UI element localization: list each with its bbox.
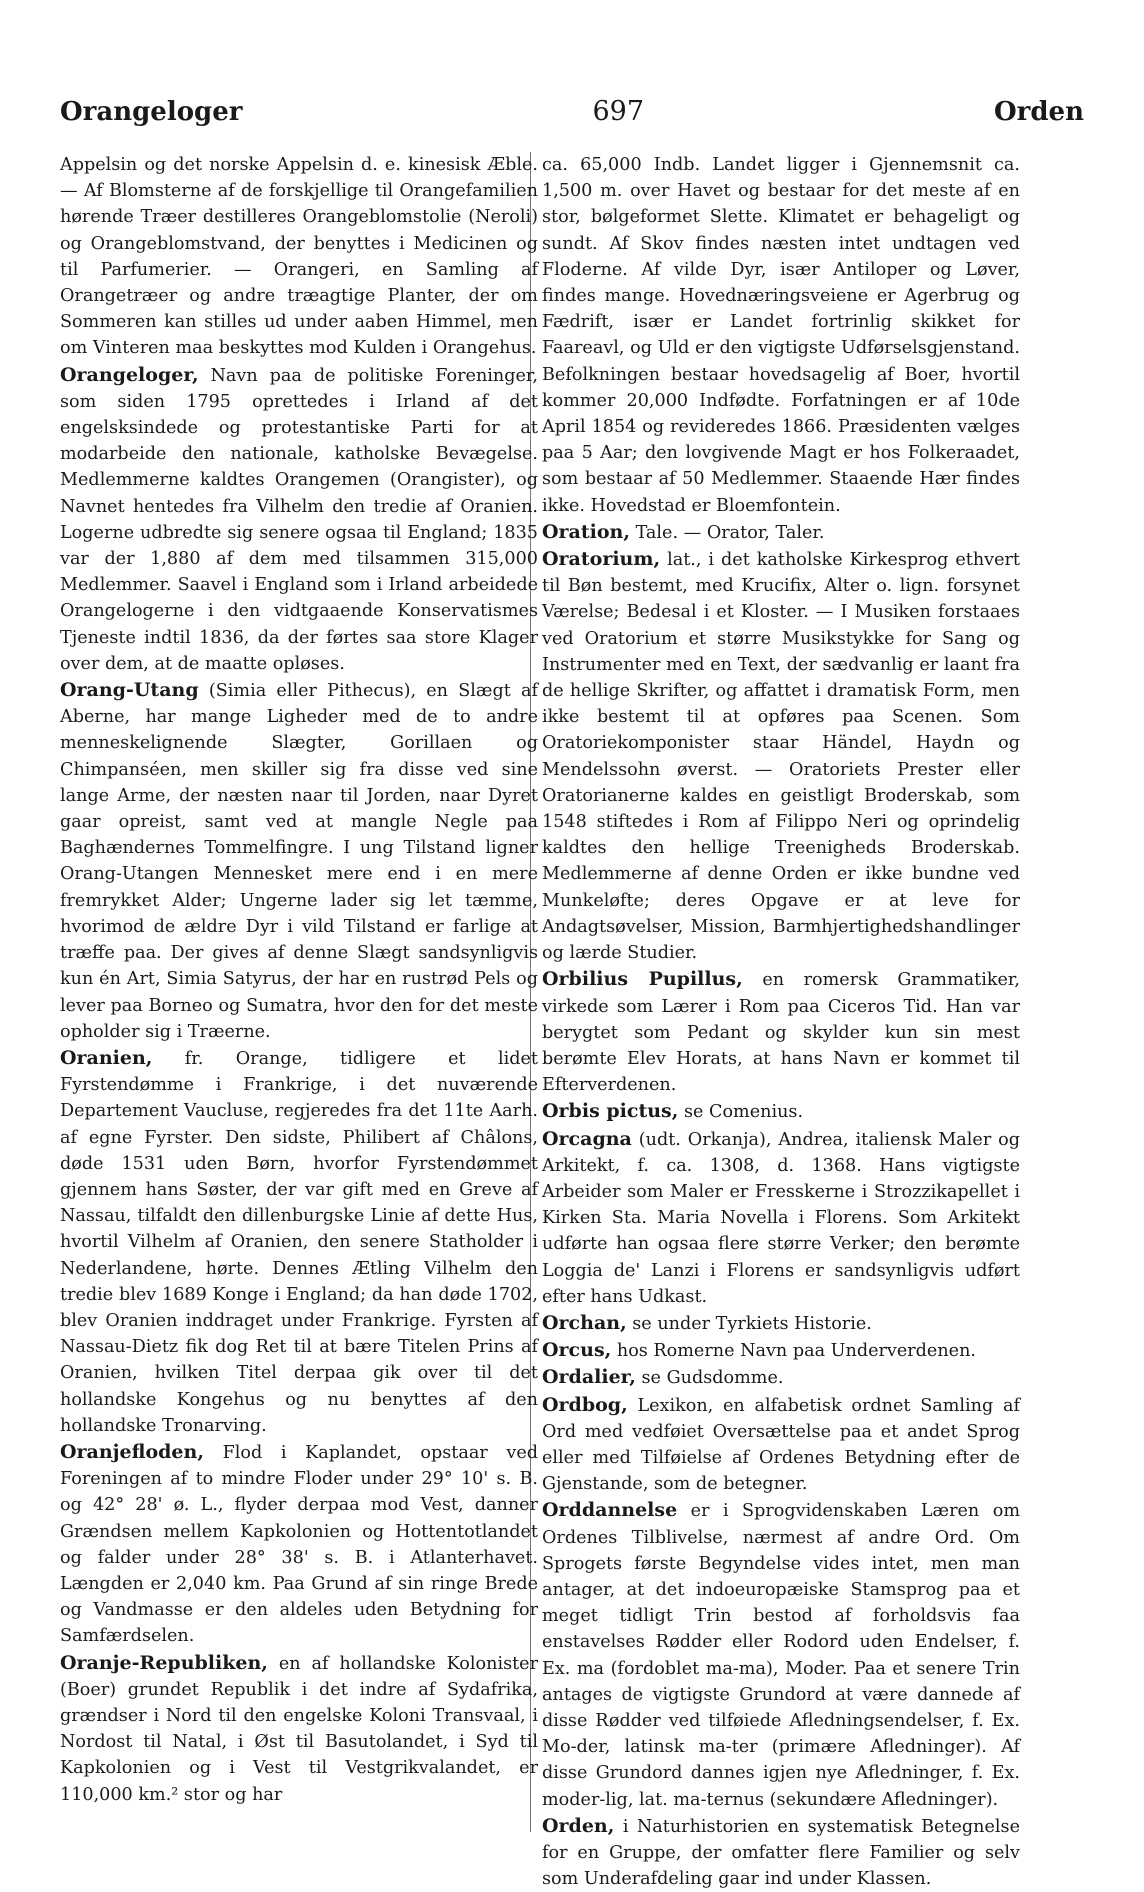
entry-text: lat., i det katholske Kirkesprog ethvert til Bøn bestemt, med Krucifix, Alter o. lign. forsynet Værelse; Bedesal i et Kloster. — I Musiken forstaaes ved Oratorium et større Musikstykke for Sang og Instrumenter med en Text, der sædvanlig er laant fra de hellige Skrifter, og affattet i dramatisk Form, men ikke bestemt til at opføres paa Scenen. Som Oratoriekomponister staar Händel, Haydn og Mendelssohn øverst. — Oratoriets Prester eller Oratorianerne kaldes en geistligt Broderskab, som 1548 stiftedes i Rom af Filippo Neri og oprindelig kaldtes den hellige Treenigheds Broderskab. Medlemmerne af denne Orden er ikke bundne ved Munkeløfte; deres Opgave er at leve for Andagtsøvelser, Mission, Barmhjertighedshandlinger og lærde Studier.	[542, 550, 1020, 964]
entry-headword: Orchan,	[542, 1311, 627, 1334]
dictionary-entry	[542, 1337, 1020, 1364]
entry-text: en romersk Grammatiker, virkede som Lærer i Rom paa Ciceros Tid. Han var berygtet som Pedant og skylder kun sin mest berømte Elev Horats, at hans Navn er kommet til Efterverdenen.	[542, 970, 1021, 1096]
dictionary-entry	[542, 1497, 1020, 1812]
entry-headword: Oratorium,	[542, 548, 661, 571]
entry-headword: Orddannelse	[542, 1499, 678, 1522]
entry-text: se Gudsdomme.	[641, 1368, 784, 1389]
entry-text: Flod i Kaplandet, opstaar ved Foreningen af to mindre Floder under 29° 10' s. B. og 42° 28' ø. L., flyder derpaa mod Vest, danner Grændsen mellem Kapkolonien og Hottentotlandet og falder under 28° 38' s. B. i Atlanterhavet. Længden er 2,040 km. Paa Grund af sin ringe Brede og Vandmasse er den aldeles uden Betydning for Samfærdselen.	[60, 1442, 539, 1647]
entry-text: i Naturhistorien en systematisk Betegnelse for en Gruppe, der omfatter flere Familier og selv som Underafdeling gaar ind under Klassen.	[542, 1816, 1020, 1890]
right-column	[542, 152, 1020, 1892]
entry-text: se Comenius.	[683, 1102, 804, 1123]
entry-headword: Ordalier,	[542, 1366, 636, 1389]
dictionary-entry	[60, 1045, 538, 1439]
dictionary-entry	[542, 1310, 1020, 1337]
entry-text: ca. 65,000 Indb. Landet ligger i Gjennemsnit ca. 1,500 m. over Havet og bestaar for det meste af en stor, bølgeformet Slette. Klimatet er behageligt og sundt. Af Skov findes næsten intet undtagen ved Floderne. Af vilde Dyr, især Antiloper og Løver, findes mange. Hovednæringsveiene er Agerbrug og Fædrift, især er Landet fortrinlig skikket for Faareavl, og Uld er den vigtigste Udførselsgjenstand. Befolkningen bestaar hovedsagelig af Boer, hvortil kommer 20,000 Indfødte. Forfatningen er af 10de April 1854 og revideredes 1866. Præsidenten vælges paa 5 Aar; den lovgivende Magt er hos Folkeraadet, som bestaar af 50 Medlemmer. Staaende Hær findes ikke. Hovedstad er Bloemfontein.	[542, 155, 1020, 516]
entry-headword: Orbilius Pupillus,	[542, 968, 743, 991]
dictionary-entry	[60, 677, 538, 1045]
entry-text: fr. Orange, tidligere et lidet Fyrstendømme i Frankrige, i det nuværende Departement Vaucluse, regjeredes fra det 11te Aarh. af egne Fyrster. Den sidste, Philibert af Châlons, døde 1531 uden Børn, hvorfor Fyrstendømmet gjennem hans Søster, der var gift med en Greve af Nassau, tilfaldt den dillenburgske Linie af dette Hus, hvortil Vilhelm af Oranien, den senere Statholder i Nederlandene, hørte. Dennes Ætling Vilhelm den tredie blev 1689 Konge i England; da han døde 1702, blev Oranien inddraget under Frankrige. Fyrsten af Nassau-Dietz fik dog Ret til at bære Titelen Prins af Oranien, hvilken Titel derpaa gik over til det hollandske Kongehus og nu benyttes af den hollandske Tronarving.	[60, 1048, 538, 1436]
entry-headword: Orcagna	[542, 1127, 632, 1150]
dictionary-entry	[542, 1813, 1020, 1892]
left-catchword: Orangeloger	[60, 97, 243, 127]
entry-text: hos Romerne Navn paa Underverdenen.	[616, 1341, 977, 1362]
entry-text: Tale. — Orator, Taler.	[635, 522, 825, 543]
entry-headword: Orangeloger,	[60, 363, 199, 386]
dictionary-entry	[60, 152, 538, 362]
entry-text: er i Sprogvidenskaben Læren om Ordenes Tilblivelse, nærmest af andre Ord. Om Sprogets første Begyndelse vides intet, men man antager, at det indoeuropæiske Stamsprog paa et meget tidligt Trin bestod af forholdsvis faa enstavelses Rødder eller Rodord uden Endelser, f. Ex. ma (fordoblet ma-ma), Moder. Paa et senere Trin antages de vigtigste Grundord at være dannede af disse Rødder ved tilføiede Afledningsendelser, f. Ex. Mo-der, latinsk ma-ter (primære Afledninger). Af disse Grundord dannes igjen nye Afledninger, f. Ex. moder-lig, lat. ma-ternus (sekundære Afledninger).	[542, 1501, 1020, 1810]
entry-text: en af hollandske Kolonister (Boer) grundet Republik i det indre af Sydafrika, grændser i Nord til den engelske Koloni Transvaal, i Nordost til Natal, i Øst til Basutolandet, i Syd til Kapkolonien og i Vest til Vestgrikvalandet, er 110,000 km.² stor og har	[60, 1653, 538, 1805]
entry-headword: Ordbog,	[542, 1393, 628, 1416]
entry-headword: Orbis pictus,	[542, 1100, 679, 1123]
entry-headword: Orang-Utang	[60, 679, 199, 702]
entry-text: Navn paa de politiske Foreninger, som siden 1795 oprettedes i Irland af det engelsksindede og protestantiske Parti for at modarbeide den nationale, katholske Bevægelse. Medlemmerne kaldtes Orangemen (Orangister), og Navnet hentedes fra Vilhelm den tredie af Oranien. Logerne udbredte sig senere ogsaa til England; 1835 var der 1,880 af dem med tilsammen 315,000 Medlemmer. Saavel i England som i Irland arbeidede Orangelogerne i den vidtgaaende Konservatismes Tjeneste indtil 1836, da der førtes saa store Klager over dem, at de maatte opløses.	[60, 365, 538, 674]
entry-text: (udt. Orkanja), Andrea, italiensk Maler og Arkitekt, f. ca. 1308, d. 1368. Hans vigtigste Arbeider som Maler er Fresskerne i Strozzikapellet i Kirken Sta. Maria Novella i Florens. Som Arkitekt udførte han ogsaa flere større Verker; den berømte Loggia de' Lanzi i Florens er sandsynligvis udført efter hans Udkast.	[542, 1129, 1020, 1307]
dictionary-entry	[542, 966, 1020, 1098]
dictionary-entry	[542, 152, 1020, 519]
entry-text: Appelsin og det norske Appelsin d. e. kinesisk Æble. — Af Blomsterne af de forskjellige til Orangefamilien hørende Træer destilleres Orangeblomstolie (Neroli) og Orangeblomstvand, der benyttes i Medicinen og til Parfumerier. — Orangeri, en Samling af Orangetræer og andre træagtige Planter, der om Sommeren kan stilles ud under aaben Himmel, men om Vinteren maa beskyttes mod Kulden i Orangehus.	[60, 155, 538, 359]
entry-text: Lexikon, en alfabetisk ordnet Samling af Ord med vedføiet Oversættelse paa et andet Sprog eller med Tilføielse af Ordenes Betydning efter de Gjenstande, som de betegner.	[542, 1395, 1021, 1495]
entry-headword: Orden,	[542, 1814, 615, 1837]
entry-headword: Oranjefloden,	[60, 1440, 204, 1463]
dictionary-entry	[542, 546, 1020, 966]
entry-headword: Orcus,	[542, 1339, 612, 1362]
right-catchword: Orden	[994, 97, 1084, 127]
dictionary-entry	[542, 1126, 1020, 1310]
page-number: 697	[592, 96, 645, 127]
entry-headword: Oranje-Republiken,	[60, 1651, 268, 1674]
running-head	[60, 96, 1084, 127]
dictionary-entry	[60, 362, 538, 677]
dictionary-entry	[542, 1364, 1020, 1391]
dictionary-entry	[60, 1650, 538, 1808]
entry-headword: Oranien,	[60, 1046, 153, 1069]
dictionary-entry	[542, 1392, 1020, 1498]
dictionary-entry	[542, 1098, 1020, 1125]
entry-headword: Oration,	[542, 520, 630, 543]
entry-text: (Simia eller Pithecus), en Slægt af Aberne, har mange Ligheder med de to andre menneskelignende Slægter, Gorillaen og Chimpanséen, men skiller sig fra disse ved sine lange Arme, der næsten naar til Jorden, naar Dyret gaar opreist, samt ved at mangle Negle paa Baghændernes Tommelfingre. I ung Tilstand ligner Orang-Utangen Mennesket mere end i en mere fremrykket Alder; Ungerne lader sig let tæmme, hvorimod de ældre Dyr i vild Tilstand er farlige at træffe paa. Der gives af denne Slægt sandsynligvis kun én Art, Simia Satyrus, der har en rustrød Pels og lever paa Borneo og Sumatra, hvor den for det meste opholder sig i Træerne.	[60, 681, 538, 1042]
dictionary-entry	[60, 1439, 538, 1650]
left-column	[60, 152, 538, 1808]
dictionary-entry	[542, 519, 1020, 546]
entry-text: se under Tyrkiets Historie.	[632, 1313, 872, 1334]
